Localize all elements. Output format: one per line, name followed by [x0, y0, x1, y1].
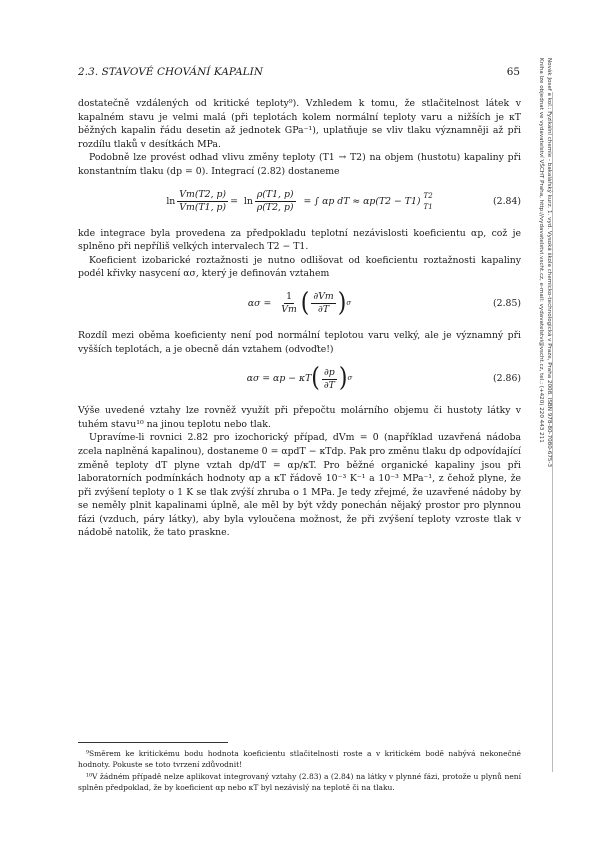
equation-2-85: ασ = $\frac{1}{Vm}$ ( $\frac{\partial Vm}{\partial T}$ ) σ (2.85)	[247, 288, 521, 319]
running-header	[78, 66, 520, 80]
footnote: ⁹Směrem ke kritickému bodu hodnota koeficientu stlačitelnosti roste a v kritickém bodě nabývá nekonečné hodnoty. Pokuste se toto tvrzení zdůvodnit!	[78, 749, 521, 769]
publication-sidebar	[538, 58, 560, 653]
partial-derivative: $\frac{\partial Vm}{\partial T}$	[313, 291, 334, 316]
footnote: ¹⁰V žádném případě nelze aplikovat integrovaný vztahy (2.83) a (2.84) na látky v plynné fázi, protože u plynů není splněn předpoklad, že by koeficient αp nebo κT byl nezávislý na teplotě či na tlaku.	[78, 772, 521, 792]
equation-2-84: ln $\frac{Vm(T2, p)}{Vm(T1, p)}$ = ln $\frac{\rho(T1, p)}{\rho(T2, p)}$ = ∫ αp dT ≈ αp(T2 − T1) T2 T1 (2.84)	[166, 189, 521, 214]
paragraph: Výše uvedené vztahy lze rovněž využít při přepočtu molárního objemu či hustoty látky v tuhém stavu¹⁰ na jinou teplotu nebo tlak.	[78, 405, 521, 430]
fraction: $\frac{1}{Vm}$	[281, 291, 297, 316]
paragraph: Upravíme-li rovnici 2.82 pro izochorický případ, dVm = 0 (například uzavřená nádoba zcela naplněná kapalinou), dostaneme 0 = αpdT − κTdp. Pak pro změnu tlaku dp odpovídající změně teploty dT plyne vztah dp/dT = αp/κT. Pro běžné organické kapaliny jsou při laboratorních podmínkách hodnoty αp a κT řádově 10⁻³ K⁻¹ a 10⁻³ MPa⁻¹, z čehož plyne, že při zvýšení teploty o 1 K se tlak zvýší zhruba o 1 MPa. Je tedy zřejmé, že uzavřené nádoby by se neměly plnit kapalinami úplně, ale měl by být vždy ponechán nějaký prostor pro plynnou fázi (vzduch, páry látky), aby byla vyloučena možnost, že při zvýšení teploty vzroste tlak v nádobě natolik, že tato praskne.	[78, 432, 521, 539]
fraction: $\frac{Vm(T2, p)}{Vm(T1, p)}$	[179, 189, 227, 214]
equation-number: (2.84)	[493, 195, 521, 207]
paragraph: kde integrace byla provedena za předpokladu teplotní nezávislosti koeficientu αp, což je splněno při nepříliš velkých intervalech T2 − T1.	[78, 227, 521, 253]
partial-derivative: $\frac{\partial p}{\partial T}$	[323, 366, 335, 391]
sidebar-line: Kniha lze objednat ve vydavatelství VŠCHT Praha, http://vydavatelstvi.vscht.cz, e-mail: vydavatelstvi@vscht.cz, tel.: (+420) 220 443 211	[538, 58, 544, 443]
equation-2-86: ασ = αp − κT ( $\frac{\partial p}{\partial T}$ ) σ (2.86)	[246, 363, 521, 394]
paragraph: dostatečně vzdálených od kritické teploty⁹). Vzhledem k tomu, že stlačitelnost látek v kapalném stavu je velmi malá (při teplotách kolem normální teploty varu a nižších je κT běžných kapalin řádu desetin až jednotek GPa⁻¹), uplatňuje se vliv tlaku významněji až při rozdílu tlaků v desítkách MPa.	[78, 98, 521, 150]
footnotes	[78, 748, 521, 794]
paragraph: Podobně lze provést odhad vlivu změny teploty (T1 → T2) na objem (hustotu) kapaliny při konstantním tlaku (dp = 0). Integrací (2.82) dostaneme	[78, 152, 521, 177]
paragraph: Koeficient izobarické roztažnosti je nutno odlišovat od koeficientu roztažnosti kapaliny podél křivky nasycení ασ, který je definován vztahem	[78, 254, 521, 280]
paragraph: Rozdíl mezi oběma koeficienty není pod normální teplotou varu velký, ale je významný při vyšších teplotách, a je obecně dán vztahem (odvoďte!)	[78, 329, 521, 355]
page-number: 65	[506, 66, 520, 78]
body-text	[78, 97, 521, 540]
sidebar-line: Novák Josef a kol.: Fyzikální chemie - bakalářský kurz. 1. vyd. Vysoká škola chemicko-technologická v Praze, Praha 2008. ISBN 978-80-7080-675-3	[546, 58, 552, 468]
section-title: 2.3. STAVOVÉ CHOVÁNÍ KAPALIN	[78, 66, 264, 78]
footnote-divider	[78, 742, 228, 743]
equation-number: (2.86)	[493, 373, 521, 385]
equation-number: (2.85)	[493, 298, 521, 310]
fraction: $\frac{\rho(T1, p)}{\rho(T2, p)}$	[256, 189, 294, 214]
